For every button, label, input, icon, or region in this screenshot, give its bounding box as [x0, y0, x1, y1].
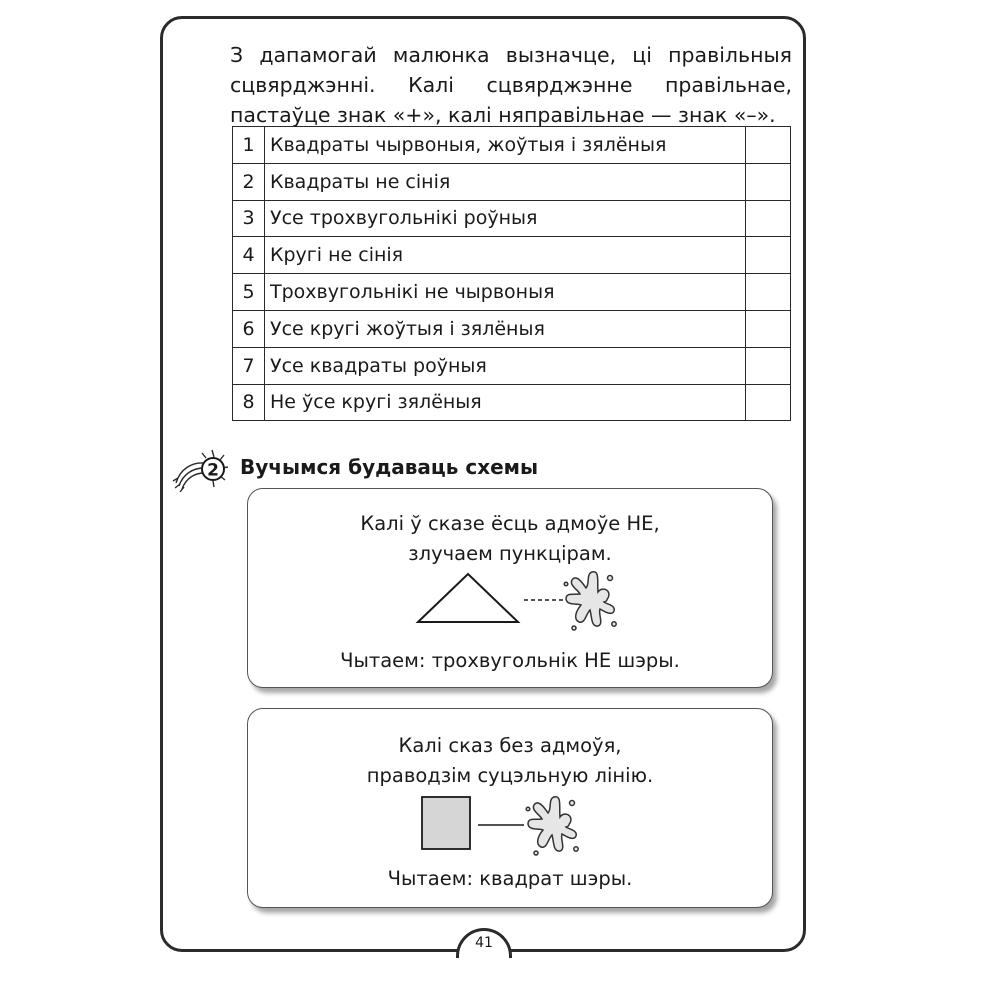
statements-table [232, 126, 791, 421]
answer-cell[interactable] [746, 384, 791, 421]
row-number: 2 [233, 163, 265, 200]
table-row [233, 274, 791, 311]
paint-splat-icon [526, 797, 578, 855]
answer-cell[interactable] [746, 200, 791, 237]
row-number: 3 [233, 200, 265, 237]
statement-text: Не ўсе кругі зялёныя [265, 384, 746, 421]
table-row [233, 237, 791, 274]
row-number: 5 [233, 274, 265, 311]
section-number-badge [170, 445, 232, 493]
answer-cell[interactable] [746, 347, 791, 384]
table-row [233, 127, 791, 164]
rule-box-negation [247, 488, 773, 688]
table-row [233, 347, 791, 384]
task-instruction: З дапамогай малюнка вызначце, ці правільныя сцвярджэнні. Калі сцвярджэнне правільнае, пастаўце знак «+», калі няправільнае — знак «–». [230, 43, 792, 127]
scheme-solid [398, 785, 618, 865]
statement-text: Квадраты не сінія [265, 163, 746, 200]
statement-text: Кругі не сінія [265, 237, 746, 274]
page-number: 41 [475, 935, 493, 951]
row-number: 8 [233, 384, 265, 421]
table-row [233, 310, 791, 347]
answer-cell[interactable] [746, 163, 791, 200]
rule-line-2: праводзім суцэльную лінію. [366, 764, 654, 787]
statement-text: Усе трохвугольнікі роўныя [265, 200, 746, 237]
reading-example: Чытаем: трохвугольнік НЕ шэры. [340, 649, 680, 672]
section-number: 2 [207, 460, 219, 481]
statement-text: Усе кругі жоўтыя і зялёныя [265, 310, 746, 347]
row-number: 6 [233, 310, 265, 347]
answer-cell[interactable] [746, 127, 791, 164]
reading-example: Чытаем: квадрат шэры. [387, 867, 633, 890]
square-shape [422, 797, 470, 849]
row-number: 4 [233, 237, 265, 274]
section-title: Вучымся будаваць схемы [240, 455, 539, 479]
answer-cell[interactable] [746, 310, 791, 347]
rule-line-2: злучаем пункцірам. [408, 542, 612, 565]
answer-cell[interactable] [746, 274, 791, 311]
triangle-shape [418, 574, 518, 622]
paint-splat-icon [564, 572, 616, 630]
row-number: 7 [233, 347, 265, 384]
rule-line-1: Калі сказ без адмоўя, [398, 734, 622, 757]
table-row [233, 200, 791, 237]
row-number: 1 [233, 127, 265, 164]
rule-line-1: Калі ў сказе ёсць адмоўе НЕ, [360, 512, 660, 535]
answer-cell[interactable] [746, 237, 791, 274]
table-row [233, 384, 791, 421]
rule-box-affirmation [247, 708, 773, 908]
statement-text: Усе квадраты роўныя [265, 347, 746, 384]
statement-text: Квадраты чырвоныя, жоўтыя і зялёныя [265, 127, 746, 164]
rule-text [248, 731, 772, 791]
statement-text: Трохвугольнікі не чырвоныя [265, 274, 746, 311]
rule-text [248, 509, 772, 569]
scheme-dashed [398, 562, 618, 642]
table-row [233, 163, 791, 200]
